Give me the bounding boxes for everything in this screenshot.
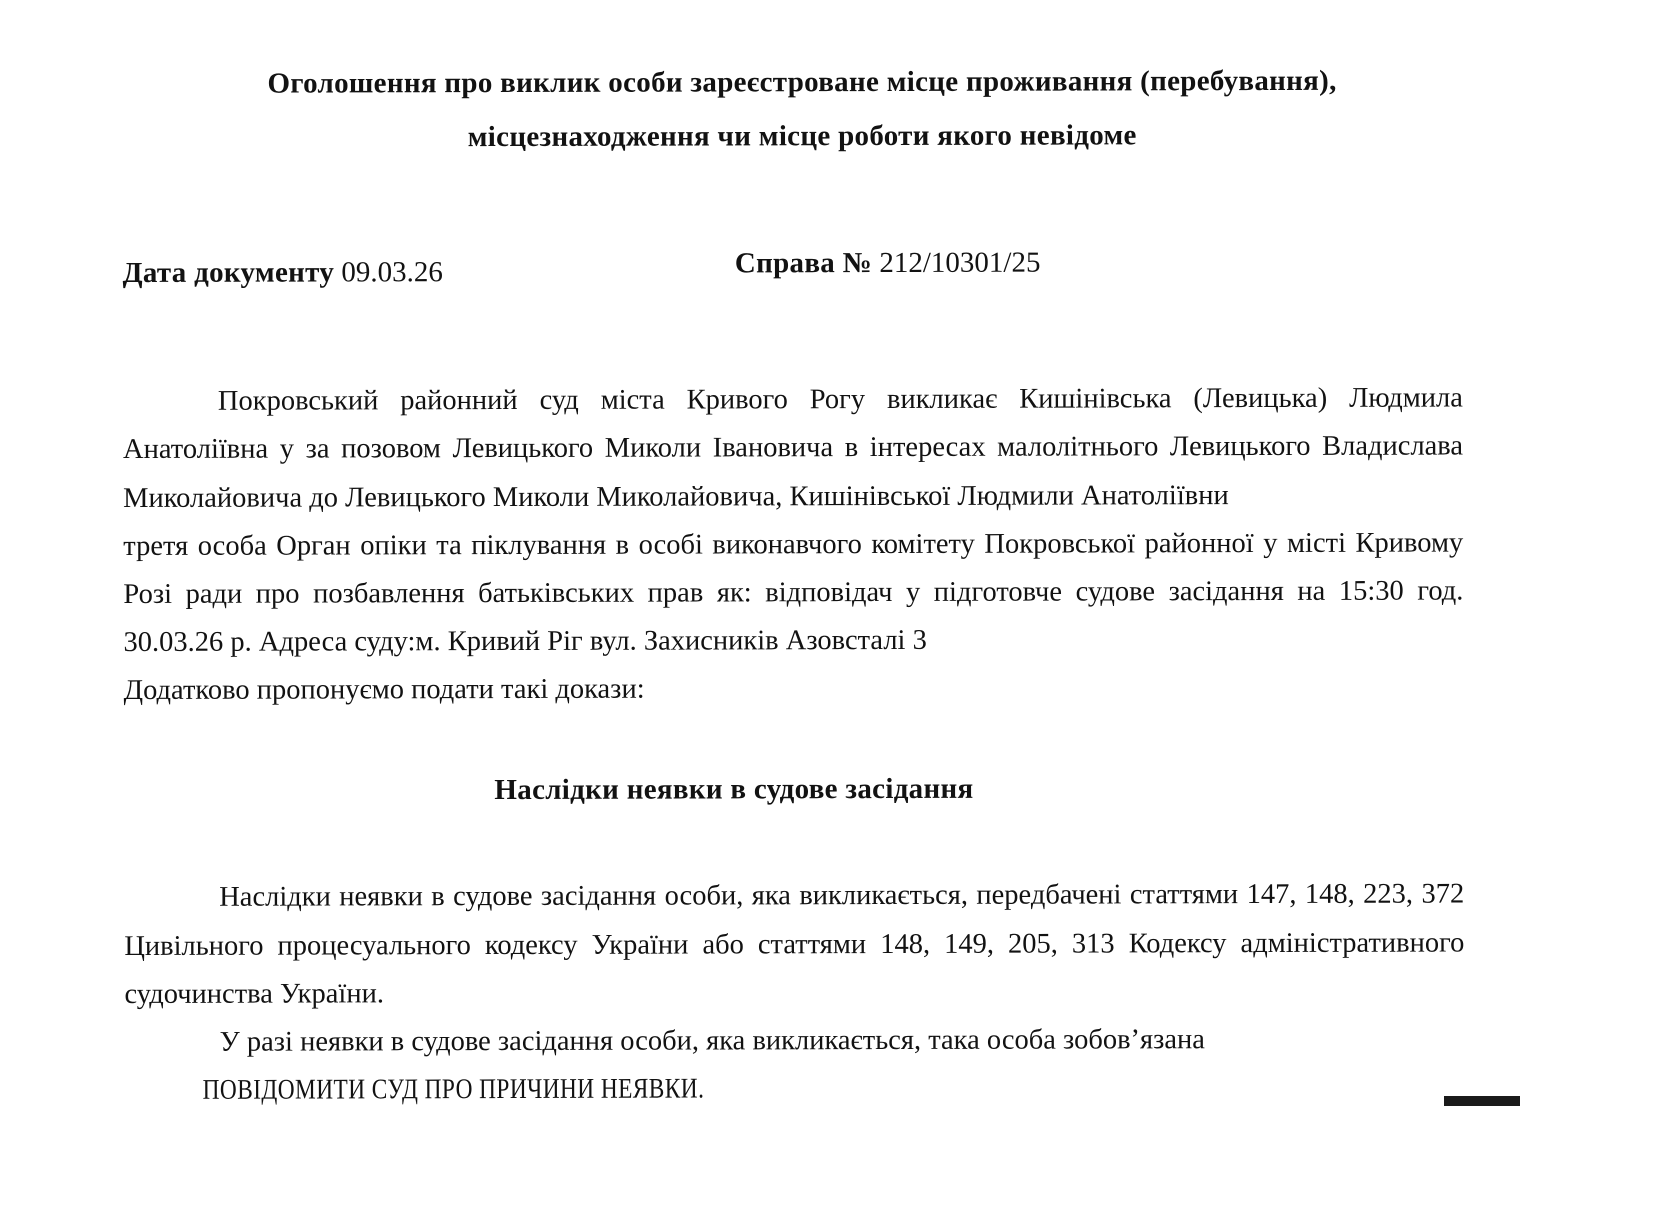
paragraph-third-party: третя особа Орган опіки та піклування в особі виконавчого комітету Покровської районної у місті Кривому Розі ради про позбавлення батьківських прав як: відповідач у підготовче судове засідання на 15:30 год. 30.03.26 р. Адреса суду:м. Кривий Ріг вул. Захисників Азовсталі 3 bbox=[123, 527, 1464, 659]
document-title bbox=[182, 55, 1422, 166]
paragraph-evidence-request: Додатково пропонуємо подати такі докази: bbox=[123, 673, 645, 707]
paragraph-summons: Покровський районний суд міста Кривого Рогу викликає Кишінівська (Левицька) Людмила Анатоліївна у за позовом Левицького Миколи Івановича в інтересах малолітнього Левицького Владислава Миколайовича до Левицького Миколи Миколайовича, Кишінівської Людмили Анатоліївни bbox=[122, 382, 1464, 514]
document-meta-row bbox=[122, 246, 1463, 291]
case-number bbox=[735, 247, 1041, 281]
document-content bbox=[122, 54, 1465, 1115]
paragraph-obligation-lead: У разі неявки в судове засідання особи, яка викликається, така особа зобов’язана bbox=[219, 1024, 1205, 1058]
document-title-line1: Оголошення про виклик особи зареєстроване місце проживання (перебування), bbox=[267, 64, 1337, 100]
document-date-value: 09.03.26 bbox=[341, 256, 443, 289]
document-title-line2: місцезнаходження чи місце роботи якого невідоме bbox=[467, 118, 1137, 153]
paragraph-obligation bbox=[125, 1015, 1465, 1115]
paragraph-obligation-condensed: ПОВІДОМИТИ СУД ПРО ПРИЧИНИ НЕЯВКИ. bbox=[202, 1073, 705, 1106]
paragraph-consequences: Наслідки неявки в судове засідання особи, яка викликається, передбачені статтями 147, 148, 223, 372 Цивільного процесуального кодексу України або статтями 148, 149, 205, 313 Кодексу адміністративного судочинства України. bbox=[124, 878, 1465, 1010]
scan-artifact-bar bbox=[1444, 1096, 1520, 1106]
document-date-label: Дата документу bbox=[122, 256, 335, 290]
case-number-label: Справа № bbox=[734, 247, 873, 280]
section-heading-consequences: Наслідки неявки в судове засідання bbox=[494, 773, 974, 807]
case-number-value: 212/10301/25 bbox=[879, 246, 1041, 280]
document-body bbox=[123, 375, 1465, 1115]
document-date bbox=[123, 256, 443, 290]
